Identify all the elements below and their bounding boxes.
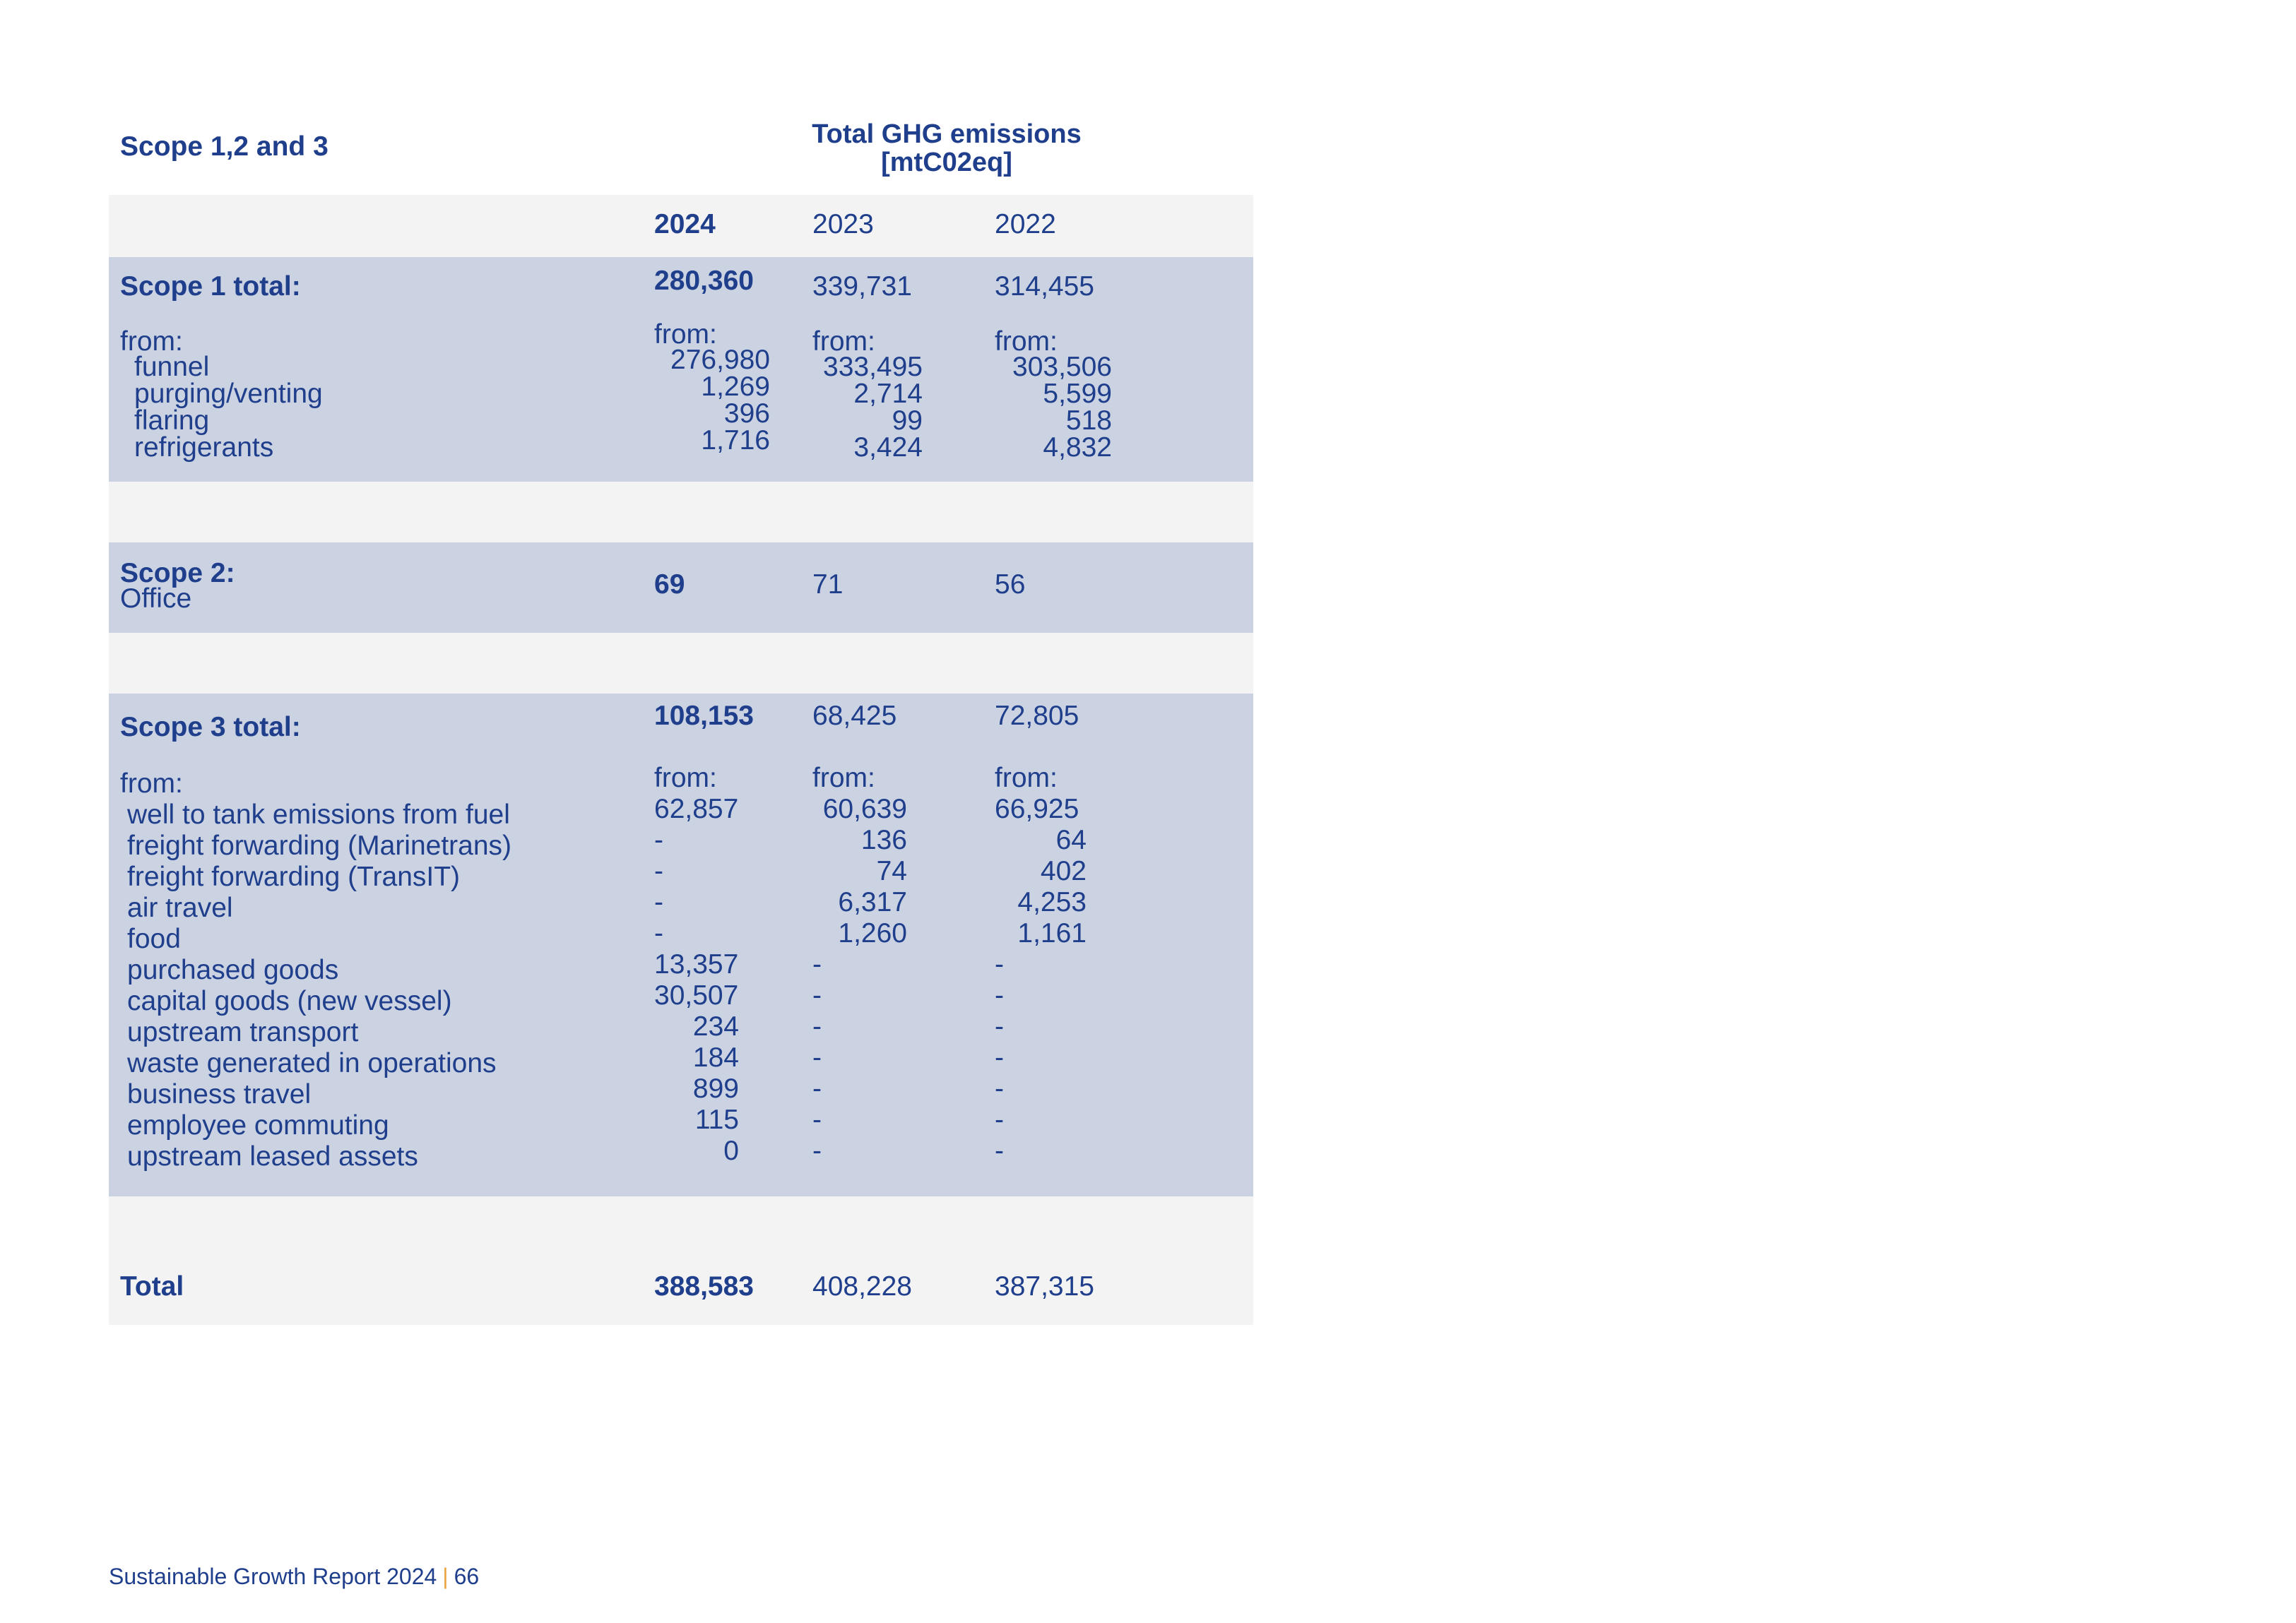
year-2022-header: 2022	[995, 209, 1056, 239]
table-cell: 115	[694, 1105, 739, 1135]
scope2-label: Scope 2:	[120, 558, 235, 588]
total-label: Total	[120, 1271, 184, 1302]
scope3-values-2024	[654, 794, 739, 1167]
year-2024-header: 2024	[654, 209, 716, 239]
scope3-from-2022: from:	[995, 763, 1058, 793]
table-cell: 402	[1040, 856, 1087, 886]
table-cell: 899	[692, 1074, 739, 1104]
table-cell: 99	[892, 405, 923, 436]
scope2-value-2022: 56	[995, 569, 1026, 600]
scope1-total-2022: 314,455	[995, 271, 1094, 302]
list-item: well to tank emissions from fuel	[127, 799, 510, 830]
table-cell: 2,714	[853, 379, 923, 409]
table-cell: 0	[723, 1136, 739, 1166]
scope2-value-2024: 69	[654, 569, 685, 600]
list-item: flaring	[134, 405, 210, 436]
table-cell: -	[654, 856, 663, 886]
table-title: Scope 1,2 and 3	[120, 131, 329, 162]
table-cell: -	[812, 980, 822, 1011]
scope3-values-2022	[995, 794, 1087, 1167]
table-cell: 518	[1065, 405, 1112, 436]
list-item: upstream leased assets	[127, 1141, 418, 1172]
scope3-items	[127, 799, 511, 1172]
scope1-from-2022: from:	[995, 326, 1058, 357]
table-cell: -	[654, 918, 663, 949]
total-2023: 408,228	[812, 1271, 912, 1302]
page-number: 66	[454, 1564, 480, 1589]
table-cell: -	[654, 887, 663, 917]
table-cell: 74	[876, 856, 907, 886]
scope3-total-2023: 68,425	[812, 701, 897, 731]
table-cell: -	[995, 1105, 1004, 1135]
table-cell: 4,832	[1043, 432, 1112, 463]
table-cell: 6,317	[838, 887, 907, 917]
scope3-values-2023	[812, 794, 907, 1167]
table-cell: 13,357	[654, 949, 739, 980]
column-group-title-line1: Total GHG emissions	[812, 119, 1082, 149]
list-item: purging/venting	[134, 379, 323, 409]
scope1-total-2023: 339,731	[812, 271, 912, 302]
page-footer	[109, 1564, 479, 1589]
scope1-from-label: from:	[120, 326, 183, 357]
list-item: food	[127, 924, 181, 954]
table-cell: 303,506	[1012, 352, 1112, 382]
scope3-label: Scope 3 total:	[120, 712, 301, 742]
table-cell: -	[654, 825, 663, 855]
table-cell: 4,253	[1017, 887, 1087, 917]
scope3-total-2024: 108,153	[654, 701, 754, 731]
total-2022: 387,315	[995, 1271, 1094, 1302]
scope3-from-2024: from:	[654, 763, 717, 793]
table-cell: -	[812, 1105, 822, 1135]
table-cell: 60,639	[822, 794, 907, 824]
column-group-title	[777, 120, 1116, 177]
table-cell: -	[995, 1042, 1004, 1073]
table-cell: 276,980	[670, 345, 770, 375]
table-cell: 1,161	[1017, 918, 1087, 949]
total-section	[109, 1196, 1253, 1325]
table-cell: 62,857	[654, 794, 739, 824]
table-cell: 184	[692, 1042, 739, 1073]
table-cell: 64	[1055, 825, 1087, 855]
scope1-items	[134, 352, 323, 463]
table-cell: -	[995, 1011, 1004, 1042]
table-cell: 1,716	[701, 425, 770, 456]
table-cell: -	[812, 1136, 822, 1166]
list-item: freight forwarding (TransIT)	[127, 862, 461, 892]
footer-separator: |	[442, 1564, 449, 1589]
scope3-from-label: from:	[120, 768, 183, 799]
table-cell: 1,269	[701, 371, 770, 402]
scope2-value-2023: 71	[812, 569, 844, 600]
table-cell: 30,507	[654, 980, 739, 1011]
scope1-values-2022	[995, 352, 1112, 463]
list-item: upstream transport	[127, 1017, 359, 1047]
table-cell: 396	[723, 398, 770, 429]
table-cell: -	[812, 1011, 822, 1042]
table-cell: 66,925	[995, 794, 1079, 824]
list-item: air travel	[127, 893, 233, 923]
table-cell: -	[995, 1074, 1004, 1104]
scope1-total-2024: 280,360	[654, 266, 754, 296]
scope1-label: Scope 1 total:	[120, 271, 301, 302]
table-cell: 3,424	[853, 432, 923, 463]
list-item: business travel	[127, 1079, 312, 1110]
table-cell: 234	[692, 1011, 739, 1042]
list-item: capital goods (new vessel)	[127, 986, 452, 1016]
scope1-values-2023	[812, 352, 923, 463]
list-item: waste generated in operations	[127, 1048, 497, 1078]
scope3-total-2022: 72,805	[995, 701, 1079, 731]
list-item: purchased goods	[127, 955, 339, 985]
table-cell: 1,260	[838, 918, 907, 949]
table-cell: -	[995, 980, 1004, 1011]
scope1-from-2024: from:	[654, 319, 717, 350]
spacer-row	[109, 633, 1253, 694]
list-item: freight forwarding (Marinetrans)	[127, 831, 512, 861]
scope3-from-2023: from:	[812, 763, 875, 793]
list-item: funnel	[134, 352, 210, 382]
report-title: Sustainable Growth Report 2024	[109, 1564, 437, 1589]
scope1-values-2024	[654, 345, 770, 456]
spacer-row	[109, 482, 1253, 542]
scope2-sublabel: Office	[120, 583, 192, 614]
list-item: employee commuting	[127, 1110, 389, 1141]
table-cell: 333,495	[823, 352, 923, 382]
total-2024: 388,583	[654, 1271, 754, 1302]
table-cell: -	[812, 949, 822, 980]
list-item: refrigerants	[134, 432, 274, 463]
table-cell: -	[995, 949, 1004, 980]
table-cell: -	[812, 1074, 822, 1104]
year-2023-header: 2023	[812, 209, 874, 239]
table-cell: 5,599	[1043, 379, 1112, 409]
scope1-from-2023: from:	[812, 326, 875, 357]
table-cell: -	[995, 1136, 1004, 1166]
table-cell: -	[812, 1042, 822, 1073]
table-cell: 136	[860, 825, 907, 855]
column-group-title-line2: [mtC02eq]	[881, 148, 1012, 177]
